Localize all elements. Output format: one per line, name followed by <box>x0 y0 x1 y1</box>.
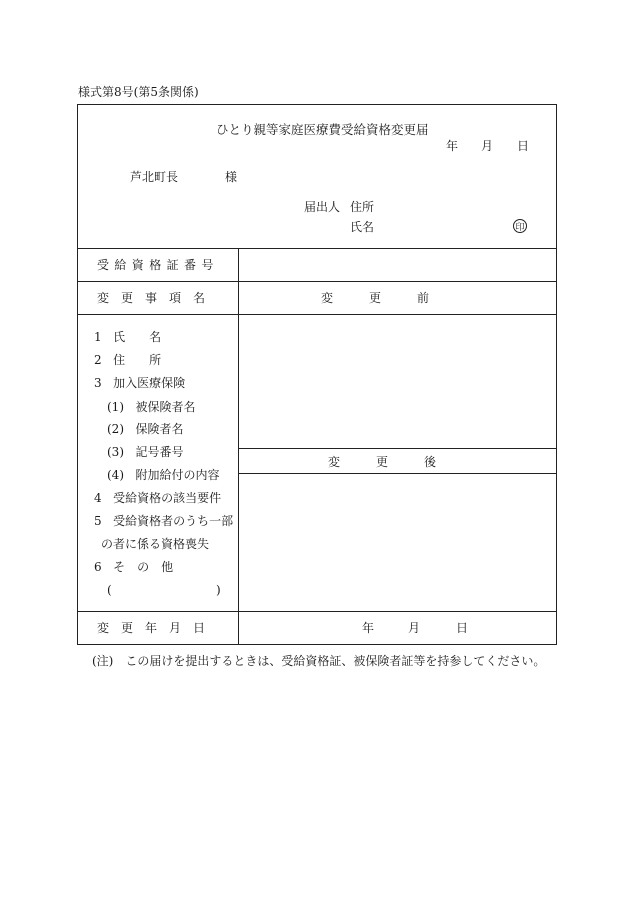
change-date-month: 月 <box>408 621 421 635</box>
list-item: (4) 附加給付の内容 <box>107 468 220 482</box>
list-item: 1 氏 名 <box>94 330 162 344</box>
notifier-name-label: 氏名 <box>350 220 375 234</box>
change-date-year: 年 <box>362 621 375 635</box>
form-number: 様式第8号(第5条関係) <box>78 85 199 99</box>
divider <box>238 473 557 474</box>
change-date-day: 日 <box>456 621 469 635</box>
list-item: 2 住 所 <box>94 353 162 367</box>
list-item: (1) 被保険者名 <box>107 400 196 414</box>
list-item: 3 加入医療保険 <box>94 376 186 390</box>
addressee-suffix: 様 <box>225 170 238 184</box>
list-item: 5 受給資格者のうち一部 <box>94 514 234 528</box>
list-item: (2) 保険者名 <box>107 422 184 436</box>
certificate-number-label: 受給資格証番号 <box>97 258 219 272</box>
before-header: 変 更 前 <box>321 291 430 305</box>
date-year: 年 <box>446 139 459 153</box>
list-item: の者に係る資格喪失 <box>101 537 210 551</box>
after-header: 変 更 後 <box>328 455 437 469</box>
list-item-other-open: ( <box>107 583 112 597</box>
list-item-other-close: ) <box>216 583 221 597</box>
date-day: 日 <box>517 139 530 153</box>
list-item: 6 そ の 他 <box>94 560 174 574</box>
footnote: (注) この届けを提出するときは、受給資格証、被保険者証等を持参してください。 <box>92 654 546 668</box>
change-date-label: 変 更 年 月 日 <box>97 621 206 635</box>
notifier-label: 届出人 <box>304 200 341 214</box>
seal-mark: 印 <box>513 219 527 233</box>
form-title: ひとり親等家庭医療費受給資格変更届 <box>216 122 429 137</box>
divider <box>238 448 557 449</box>
change-item-header: 変 更 事 項 名 <box>97 291 206 305</box>
column-divider <box>238 248 239 645</box>
divider <box>77 248 557 249</box>
date-month: 月 <box>481 139 494 153</box>
divider <box>77 611 557 612</box>
addressee-name: 芦北町長 <box>130 170 179 184</box>
notifier-address-label: 住所 <box>350 200 375 214</box>
divider <box>77 314 557 315</box>
list-item: 4 受給資格の該当要件 <box>94 491 222 505</box>
divider <box>77 281 557 282</box>
list-item: (3) 記号番号 <box>107 445 184 459</box>
